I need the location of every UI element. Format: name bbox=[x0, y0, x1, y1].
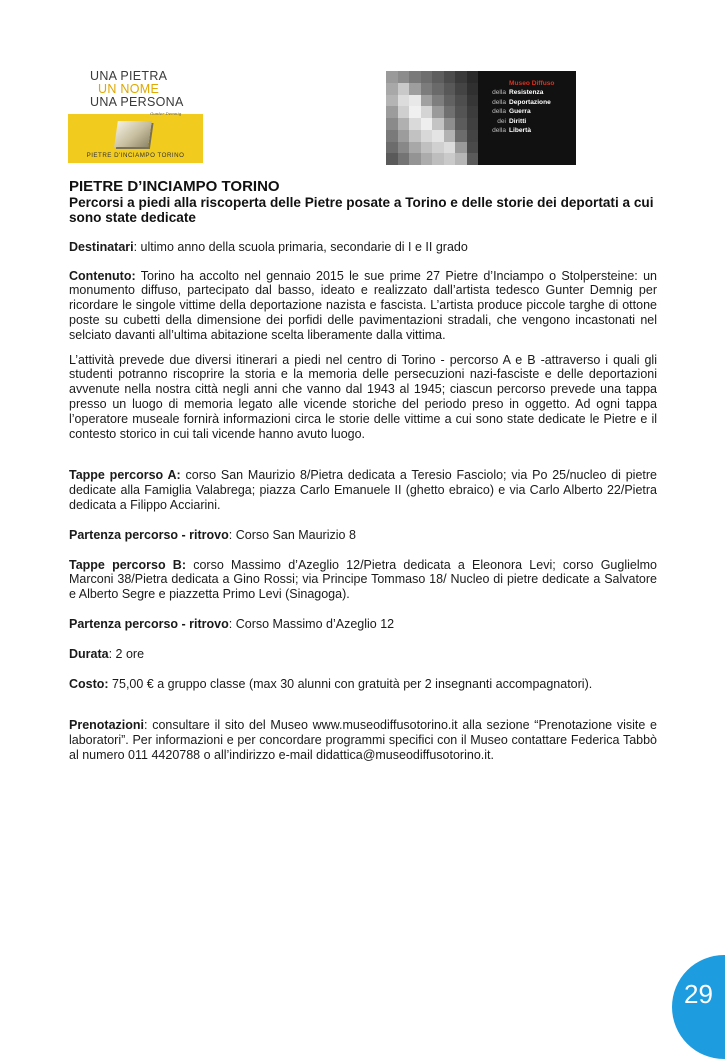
destinatari-text: : ultimo anno della scuola primaria, secondarie di I e II grado bbox=[133, 239, 468, 254]
partenza-a-label: Partenza percorso - ritrovo bbox=[69, 527, 229, 542]
mosaic-cell bbox=[421, 118, 433, 130]
mosaic-cell bbox=[444, 153, 456, 165]
museo-wordmark-prefix: dei bbox=[497, 117, 506, 125]
mosaic-cell bbox=[386, 118, 398, 130]
mosaic-cell bbox=[398, 95, 410, 107]
costo-paragraph bbox=[69, 677, 657, 692]
mosaic-cell bbox=[421, 106, 433, 118]
partenza-a-text: : Corso San Maurizio 8 bbox=[228, 527, 356, 542]
mosaic-cell bbox=[386, 106, 398, 118]
page-number-badge bbox=[672, 955, 725, 1059]
mosaic-cell bbox=[409, 153, 421, 165]
mosaic-cell bbox=[398, 130, 410, 142]
mosaic-cell bbox=[467, 83, 479, 95]
museo-wordmark bbox=[484, 79, 574, 135]
mosaic-cell bbox=[409, 142, 421, 154]
mosaic-cell bbox=[432, 130, 444, 142]
mosaic-cell bbox=[432, 95, 444, 107]
museo-diffuso-logo bbox=[386, 71, 576, 165]
mosaic-cell bbox=[398, 106, 410, 118]
museo-wordmark-row bbox=[484, 98, 574, 107]
museo-wordmark-row bbox=[484, 79, 574, 88]
mosaic-cell bbox=[467, 95, 479, 107]
tappe-b-label: Tappe percorso B: bbox=[69, 557, 186, 572]
prenotazioni-label: Prenotazioni bbox=[69, 718, 145, 733]
museo-wordmark-word: Diritti bbox=[509, 117, 527, 125]
mosaic-cell bbox=[398, 71, 410, 83]
mosaic-cell bbox=[409, 95, 421, 107]
partenza-b-text: : Corso Massimo d’Azeglio 12 bbox=[228, 616, 395, 631]
mosaic-cell bbox=[455, 71, 467, 83]
costo-label: Costo: bbox=[69, 676, 109, 691]
museo-wordmark-word: Libertà bbox=[509, 127, 531, 135]
logo-line-2: UN NOME bbox=[98, 82, 160, 96]
page-number: 29 bbox=[684, 979, 713, 1009]
logo-caption: PIETRE D'INCIAMPO TORINO bbox=[86, 152, 185, 159]
attivita-paragraph: L’attività prevede due diversi itinerari a piedi nel centro di Torino - percorso A e B -attraverso i quali gli studenti potranno riscoprire la storia e la memoria delle persecuzioni nazi-fasciste e delle deportazioni avvenute nella nostra città negli anni che vanno dal 1943 al 1945; ciascun percorso prevede una tappa presso un luogo di memoria legato alle vicende storiche del periodo preso in oggetto. Ad ogni tappa l’operatore museale fornirà informazioni circa le storie delle vittime a cui sono state dedicate le Pietre e il contesto storico in cui tali vicende hanno avuto luogo. bbox=[69, 352, 657, 441]
mosaic-cell bbox=[421, 83, 433, 95]
mosaic-cell bbox=[386, 83, 398, 95]
mosaic-cell bbox=[386, 130, 398, 142]
museo-wordmark-prefix: della bbox=[492, 108, 506, 116]
tappe-b-paragraph bbox=[69, 558, 657, 602]
mosaic-cell bbox=[444, 106, 456, 118]
contenuto-paragraph bbox=[69, 269, 657, 343]
mosaic-cell bbox=[455, 130, 467, 142]
durata-label: Durata bbox=[69, 646, 109, 661]
mosaic-cell bbox=[444, 118, 456, 130]
mosaic-cell bbox=[386, 71, 398, 83]
museo-wordmark-prefix: della bbox=[492, 89, 506, 97]
mosaic-cell bbox=[421, 153, 433, 165]
mosaic-cell bbox=[467, 71, 479, 83]
museo-wordmark-prefix: della bbox=[492, 127, 506, 135]
mosaic-cell bbox=[421, 142, 433, 154]
pietre-inciampo-logo bbox=[68, 66, 203, 163]
museo-wordmark-row bbox=[484, 126, 574, 135]
museo-wordmark-prefix: della bbox=[492, 98, 506, 106]
mosaic-cell bbox=[409, 118, 421, 130]
tappe-a-label: Tappe percorso A: bbox=[69, 468, 181, 483]
museo-wordmark-word: Resistenza bbox=[509, 89, 544, 97]
durata-text: : 2 ore bbox=[108, 646, 145, 661]
mosaic-cell bbox=[432, 106, 444, 118]
pixel-mosaic-icon bbox=[386, 71, 478, 165]
mosaic-cell bbox=[467, 153, 479, 165]
museo-wordmark-word: Guerra bbox=[509, 108, 531, 116]
mosaic-cell bbox=[432, 153, 444, 165]
museo-wordmark-row bbox=[484, 107, 574, 116]
destinatari-label: Destinatari bbox=[69, 239, 134, 254]
museo-wordmark-row bbox=[484, 117, 574, 126]
mosaic-cell bbox=[398, 153, 410, 165]
mosaic-cell bbox=[409, 130, 421, 142]
mosaic-cell bbox=[455, 118, 467, 130]
page-title: PIETRE D’INCIAMPO TORINO bbox=[69, 178, 280, 195]
mosaic-cell bbox=[455, 95, 467, 107]
mosaic-cell bbox=[409, 106, 421, 118]
mosaic-cell bbox=[409, 83, 421, 95]
mosaic-cell bbox=[455, 83, 467, 95]
museo-wordmark-row bbox=[484, 88, 574, 97]
mosaic-cell bbox=[409, 71, 421, 83]
mosaic-cell bbox=[386, 95, 398, 107]
mosaic-cell bbox=[398, 83, 410, 95]
mosaic-cell bbox=[467, 142, 479, 154]
costo-text: 75,00 € a gruppo classe (max 30 alunni con gratuità per 2 insegnanti accompagnatori). bbox=[108, 676, 593, 691]
mosaic-cell bbox=[444, 130, 456, 142]
mosaic-cell bbox=[467, 130, 479, 142]
tappe-a-paragraph bbox=[69, 468, 657, 512]
logo-signature: Gunter Demnig bbox=[150, 111, 182, 116]
mosaic-cell bbox=[432, 142, 444, 154]
mosaic-cell bbox=[444, 95, 456, 107]
mosaic-cell bbox=[467, 106, 479, 118]
mosaic-cell bbox=[455, 106, 467, 118]
mosaic-cell bbox=[467, 118, 479, 130]
mosaic-cell bbox=[444, 71, 456, 83]
mosaic-cell bbox=[455, 153, 467, 165]
durata-paragraph bbox=[69, 647, 657, 662]
mosaic-cell bbox=[432, 83, 444, 95]
partenza-b-label: Partenza percorso - ritrovo bbox=[69, 616, 229, 631]
partenza-a-paragraph bbox=[69, 528, 657, 543]
partenza-b-paragraph bbox=[69, 617, 657, 632]
tappe-a-text: corso San Maurizio 8/Pietra dedicata a Teresio Fasciolo; via Po 25/nucleo di pietre dedicate alla Famiglia Valabrega; piazza Carlo Emanuele II (ghetto ebraico) e via Carlo Alberto 22/Pietra dedicata a Filippo Acciarini. bbox=[69, 468, 658, 512]
mosaic-cell bbox=[386, 142, 398, 154]
contenuto-label: Contenuto: bbox=[69, 268, 136, 283]
tappe-b-text: corso Massimo d’Azeglio 12/Pietra dedicata a Eleonora Levi; corso Guglielmo Marconi 38/Pietra dedicata a Gino Rossi; via Principe Tommaso 18/ Nucleo di pietre dedicate a Salvatore e Alberto Segre e piazzetta Primo Levi (Sinagoga). bbox=[69, 557, 657, 602]
museo-wordmark-word: Deportazione bbox=[509, 98, 551, 106]
stumbling-stone-icon bbox=[114, 121, 152, 147]
mosaic-cell bbox=[421, 95, 433, 107]
contenuto-text: Torino ha accolto nel gennaio 2015 le sue prime 27 Pietre d’Inciampo o Stolpersteine: un monumento diffuso, partecipato dal basso, ideato e realizzato dall’artista tedesco Gunter Demnig per ricordare le singole vittime della deportazione nazista e fascista. L’artista produce piccole targhe di ottone poste su cubetti della dimensione dei porfidi delle pavimentazioni stradali, che vengono incastonati nel selciato davanti all’ultima abitazione scelta liberamente dalla vittima. bbox=[69, 268, 657, 342]
destinatari-paragraph bbox=[69, 240, 657, 255]
document-content bbox=[69, 178, 657, 763]
mosaic-cell bbox=[421, 130, 433, 142]
mosaic-cell bbox=[432, 71, 444, 83]
mosaic-cell bbox=[455, 142, 467, 154]
mosaic-cell bbox=[444, 142, 456, 154]
museo-wordmark-word: Museo Diffuso bbox=[509, 80, 555, 87]
mosaic-cell bbox=[386, 153, 398, 165]
page-subtitle: Percorsi a piedi alla riscoperta delle Pietre posate a Torino e delle storie dei deportati a cui sono state dedicate bbox=[69, 195, 654, 226]
mosaic-cell bbox=[398, 118, 410, 130]
prenotazioni-paragraph bbox=[69, 718, 657, 762]
mosaic-cell bbox=[432, 118, 444, 130]
mosaic-cell bbox=[421, 71, 433, 83]
logo-line-3: UNA PERSONA bbox=[90, 95, 184, 109]
prenotazioni-text: : consultare il sito del Museo www.museodiffusotorino.it alla sezione “Prenotazione visite e laboratori”. Per informazioni e per concordare programmi specifici con il Museo contattare Federica Tabbò al numero 011 4420788 o all’indirizzo e-mail didattica@museodiffusotorino.it. bbox=[69, 718, 657, 762]
logo-line-1: UNA PIETRA bbox=[90, 69, 168, 83]
mosaic-cell bbox=[444, 83, 456, 95]
mosaic-cell bbox=[398, 142, 410, 154]
